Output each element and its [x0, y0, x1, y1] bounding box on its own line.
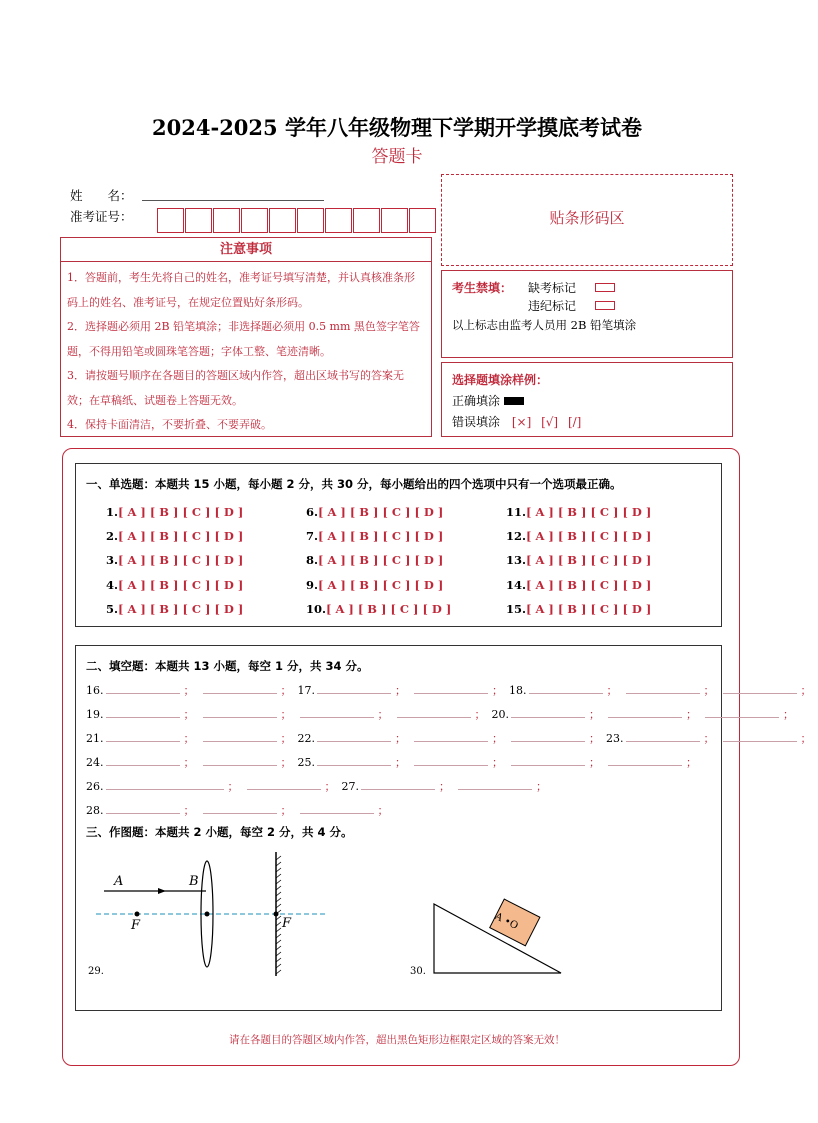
answer-blank[interactable] — [106, 755, 180, 766]
choice-question[interactable] — [106, 505, 243, 519]
question-number: 25. — [297, 756, 315, 769]
question-number: 22. — [297, 732, 315, 745]
fill-row — [86, 754, 703, 770]
id-digit-box[interactable] — [269, 208, 296, 233]
answer-options[interactable]: [ A ] [ B ] [ C ] [ D ] — [526, 577, 652, 592]
correct-fill-mark — [504, 397, 524, 405]
absent-label: 缺考标记 — [528, 281, 577, 295]
answer-options[interactable]: [ A ] [ B ] [ C ] [ D ] — [526, 601, 652, 616]
separator: ； — [280, 756, 292, 769]
answer-options[interactable]: [ A ] [ B ] [ C ] [ D ] — [526, 529, 652, 544]
id-digit-box[interactable] — [409, 208, 436, 233]
id-digit-box[interactable] — [353, 208, 380, 233]
fill-row — [86, 706, 800, 722]
answer-blank[interactable] — [300, 803, 374, 814]
answer-blank[interactable] — [106, 731, 180, 742]
wrong-mark: [√] — [541, 415, 559, 429]
answer-blank[interactable] — [723, 683, 797, 694]
answer-blank[interactable] — [414, 731, 488, 742]
q29-number: 29. — [88, 966, 104, 977]
question-number: 4. — [106, 577, 119, 592]
question-number: 3. — [106, 553, 119, 568]
wrong-label: 错误填涂 — [452, 415, 501, 429]
question-number: 2. — [106, 529, 119, 544]
label-focus-right: F — [282, 916, 292, 931]
id-digit-box[interactable] — [241, 208, 268, 233]
question-number: 14. — [506, 577, 527, 592]
notice-title: 注意事项 — [61, 238, 431, 262]
question-number: 8. — [306, 553, 319, 568]
question-number: 7. — [306, 529, 319, 544]
separator: ； — [800, 684, 812, 697]
fill-row — [86, 778, 553, 794]
answer-blank[interactable] — [106, 707, 180, 718]
choice-question[interactable] — [106, 553, 243, 567]
answer-options[interactable]: [ A ] [ B ] [ C ] [ D ] — [118, 553, 244, 568]
separator: ； — [783, 708, 794, 721]
question-number: 12. — [506, 529, 527, 544]
answer-blank[interactable] — [317, 731, 391, 742]
answer-blank[interactable] — [511, 707, 585, 718]
choice-question[interactable] — [306, 553, 443, 567]
forbid-title: 考生禁填： — [452, 281, 513, 295]
separator: ； — [536, 780, 547, 793]
separator: ； — [183, 804, 195, 817]
separator: ； — [280, 708, 292, 721]
separator: ； — [227, 780, 239, 793]
choice-question[interactable] — [506, 578, 651, 592]
separator: ； — [183, 756, 195, 769]
id-label: 准考证号： — [70, 209, 133, 224]
choice-question[interactable] — [306, 578, 443, 592]
page-subtitle: 答题卡 — [371, 147, 423, 167]
answer-options[interactable]: [ A ] [ B ] [ C ] [ D ] — [318, 553, 444, 568]
correct-label: 正确填涂 — [452, 394, 501, 408]
answer-blank[interactable] — [106, 683, 180, 694]
separator: ； — [589, 732, 600, 745]
question-number: 18. — [509, 684, 527, 697]
answer-blank[interactable] — [203, 731, 277, 742]
answer-blank[interactable] — [608, 755, 682, 766]
question-number: 16. — [86, 684, 104, 697]
answer-blank[interactable] — [626, 683, 700, 694]
answer-blank[interactable] — [626, 731, 700, 742]
answer-blank[interactable] — [511, 755, 585, 766]
section3-heading: 三、作图题：本题共 2 小题，每空 2 分，共 4 分。 — [86, 825, 353, 839]
separator: ； — [686, 756, 697, 769]
question-number: 10. — [306, 601, 327, 616]
id-number-boxes[interactable] — [157, 208, 437, 233]
page-title: 2024-2025 学年八年级物理下学期开学摸底考试卷 — [152, 115, 642, 140]
id-digit-box[interactable] — [325, 208, 352, 233]
separator: ； — [439, 780, 450, 793]
forbid-note: 以上标志由监考人员用 2B 铅笔填涂 — [452, 318, 637, 332]
label-b: B — [189, 874, 199, 889]
notice-item: 2．选择题必须用 2B 铅笔填涂；非选择题必须用 0.5 mm 黑色签字笔答题，不得用铅笔或圆珠笔答题；字体工整、笔迹清晰。 — [67, 320, 420, 358]
section2-heading: 二、填空题：本题共 13 小题，每空 1 分，共 34 分。 — [86, 659, 369, 673]
separator: ； — [395, 732, 406, 745]
fill-row — [86, 802, 395, 818]
violation-mark-box[interactable] — [595, 301, 615, 310]
separator: ； — [492, 732, 503, 745]
barcode-label: 贴条形码区 — [549, 209, 625, 227]
answer-blank[interactable] — [317, 755, 391, 766]
single-choice-section — [75, 463, 722, 627]
question-number: 1. — [106, 505, 119, 519]
block-label: A •O — [492, 911, 520, 932]
answer-blank[interactable] — [458, 779, 532, 790]
separator: ； — [183, 732, 195, 745]
separator: ； — [395, 684, 406, 697]
question-number: 5. — [106, 601, 119, 616]
answer-options[interactable]: [ A ] [ B ] [ C ] [ D ] — [118, 601, 244, 616]
id-digit-box[interactable] — [213, 208, 240, 233]
separator: ； — [474, 708, 486, 721]
lens-center — [205, 912, 210, 917]
notice-item: 3．请按题号顺序在各题目的答题区域内作答，超出区域书写的答案无效；在草稿纸、试题卷上答题无效。 — [67, 369, 404, 407]
choice-question[interactable] — [106, 529, 243, 543]
question-number: 17. — [297, 684, 315, 697]
choice-question[interactable] — [506, 505, 651, 519]
answer-options[interactable]: [ A ] [ B ] [ C ] [ D ] — [318, 577, 444, 592]
notice-item: 4．保持卡面清洁，不要折叠、不要弄破。 — [67, 418, 272, 431]
separator: ； — [183, 708, 195, 721]
answer-options[interactable]: [ A ] [ B ] [ C ] [ D ] — [526, 553, 652, 568]
answer-blank[interactable] — [203, 707, 277, 718]
question-number: 9. — [306, 577, 319, 592]
focus-point — [135, 912, 140, 917]
label-a: A — [114, 874, 124, 889]
separator: ； — [492, 756, 503, 769]
name-field[interactable] — [142, 200, 324, 201]
separator: ； — [280, 732, 292, 745]
notice-item: 1．答题前，考生先将自己的姓名，准考证号填写清楚，并认真核准条形码上的姓名、准考证号，在规定位置贴好条形码。 — [67, 271, 415, 309]
answer-blank[interactable] — [723, 731, 797, 742]
question-number: 26. — [86, 780, 104, 793]
answer-options[interactable]: [ A ] [ B ] [ C ] [ D ] — [318, 529, 444, 544]
fill-row — [86, 682, 818, 698]
wrong-mark: [×] — [511, 415, 532, 429]
answer-blank[interactable] — [317, 683, 391, 694]
answer-blank[interactable] — [106, 779, 224, 790]
violation-label: 违纪标记 — [528, 299, 577, 313]
choice-question[interactable] — [306, 602, 451, 616]
answer-options[interactable]: [ A ] [ B ] [ C ] [ D ] — [118, 505, 244, 519]
wrong-mark: [/] — [567, 415, 582, 429]
footer-note: 请在各题目的答题区域内作答，超出黑色矩形边框限定区域的答案无效！ — [229, 1034, 565, 1046]
notice-box — [60, 237, 432, 437]
separator: ； — [589, 756, 600, 769]
separator: ； — [703, 732, 715, 745]
barcode-area — [441, 174, 733, 266]
separator: ； — [395, 756, 406, 769]
choice-question[interactable] — [106, 578, 243, 592]
choice-question[interactable] — [506, 553, 651, 567]
separator: ； — [492, 684, 503, 697]
answer-options[interactable]: [ A ] [ B ] [ C ] [ D ] — [118, 529, 244, 544]
arrow-icon — [158, 888, 166, 894]
question-number: 21. — [86, 732, 104, 745]
question-number: 24. — [86, 756, 104, 769]
question-number: 11. — [506, 505, 527, 519]
absent-mark-box[interactable] — [595, 283, 615, 292]
fill-example-box — [441, 362, 733, 437]
question-number: 28. — [86, 804, 104, 817]
examiner-only-box — [441, 270, 733, 358]
answer-blank[interactable] — [106, 803, 180, 814]
answer-blank[interactable] — [705, 707, 779, 718]
separator: ； — [589, 708, 600, 721]
separator: ； — [377, 804, 389, 817]
answer-options[interactable]: [ A ] [ B ] [ C ] [ D ] — [526, 505, 652, 519]
separator: ； — [183, 684, 195, 697]
label-focus-left: F — [131, 918, 141, 933]
question-number: 27. — [341, 780, 359, 793]
answer-blank[interactable] — [203, 803, 277, 814]
choice-question[interactable] — [106, 602, 243, 616]
separator: ； — [606, 684, 618, 697]
choice-question[interactable] — [506, 602, 651, 616]
question-number: 19. — [86, 708, 104, 721]
choice-question[interactable] — [306, 505, 443, 519]
name-label: 姓 名： — [70, 188, 133, 203]
answer-options[interactable]: [ A ] [ B ] [ C ] [ D ] — [118, 577, 244, 592]
answer-blank[interactable] — [361, 779, 435, 790]
fill-row — [86, 730, 818, 746]
separator: ； — [280, 684, 292, 697]
answer-blank[interactable] — [414, 755, 488, 766]
answer-blank[interactable] — [300, 707, 374, 718]
answer-blank[interactable] — [414, 683, 488, 694]
answer-blank[interactable] — [511, 731, 585, 742]
example-title: 选择题填涂样例： — [452, 373, 549, 387]
answer-options[interactable]: [ A ] [ B ] [ C ] [ D ] — [318, 505, 444, 519]
q29-lens-diagram[interactable] — [96, 846, 356, 981]
fill-blank-section — [75, 645, 812, 1011]
answer-blank[interactable] — [203, 683, 277, 694]
choice-question[interactable] — [306, 529, 443, 543]
id-digit-box[interactable] — [297, 208, 324, 233]
separator: ； — [280, 804, 292, 817]
separator: ； — [686, 708, 697, 721]
separator: ； — [324, 780, 336, 793]
answer-blank[interactable] — [529, 683, 603, 694]
q30-number: 30. — [410, 966, 426, 977]
answer-blank[interactable] — [247, 779, 321, 790]
separator: ； — [703, 684, 715, 697]
separator: ； — [377, 708, 389, 721]
separator: ； — [800, 732, 812, 745]
answer-options[interactable]: [ A ] [ B ] [ C ] [ D ] — [326, 601, 452, 616]
id-digit-box[interactable] — [185, 208, 212, 233]
question-number: 15. — [506, 601, 527, 616]
question-number: 23. — [606, 732, 624, 745]
answer-blank[interactable] — [397, 707, 471, 718]
answer-blank[interactable] — [608, 707, 682, 718]
section1-heading: 一、单选题：本题共 15 小题，每小题 2 分，共 30 分，每小题给出的四个选项中只有一个选项最正确。 — [86, 477, 622, 491]
choice-question[interactable] — [506, 529, 651, 543]
question-number: 6. — [306, 505, 319, 519]
question-number: 20. — [491, 708, 509, 721]
question-number: 13. — [506, 553, 527, 568]
id-digit-box[interactable] — [381, 208, 408, 233]
answer-blank[interactable] — [203, 755, 277, 766]
id-digit-box[interactable] — [157, 208, 184, 233]
